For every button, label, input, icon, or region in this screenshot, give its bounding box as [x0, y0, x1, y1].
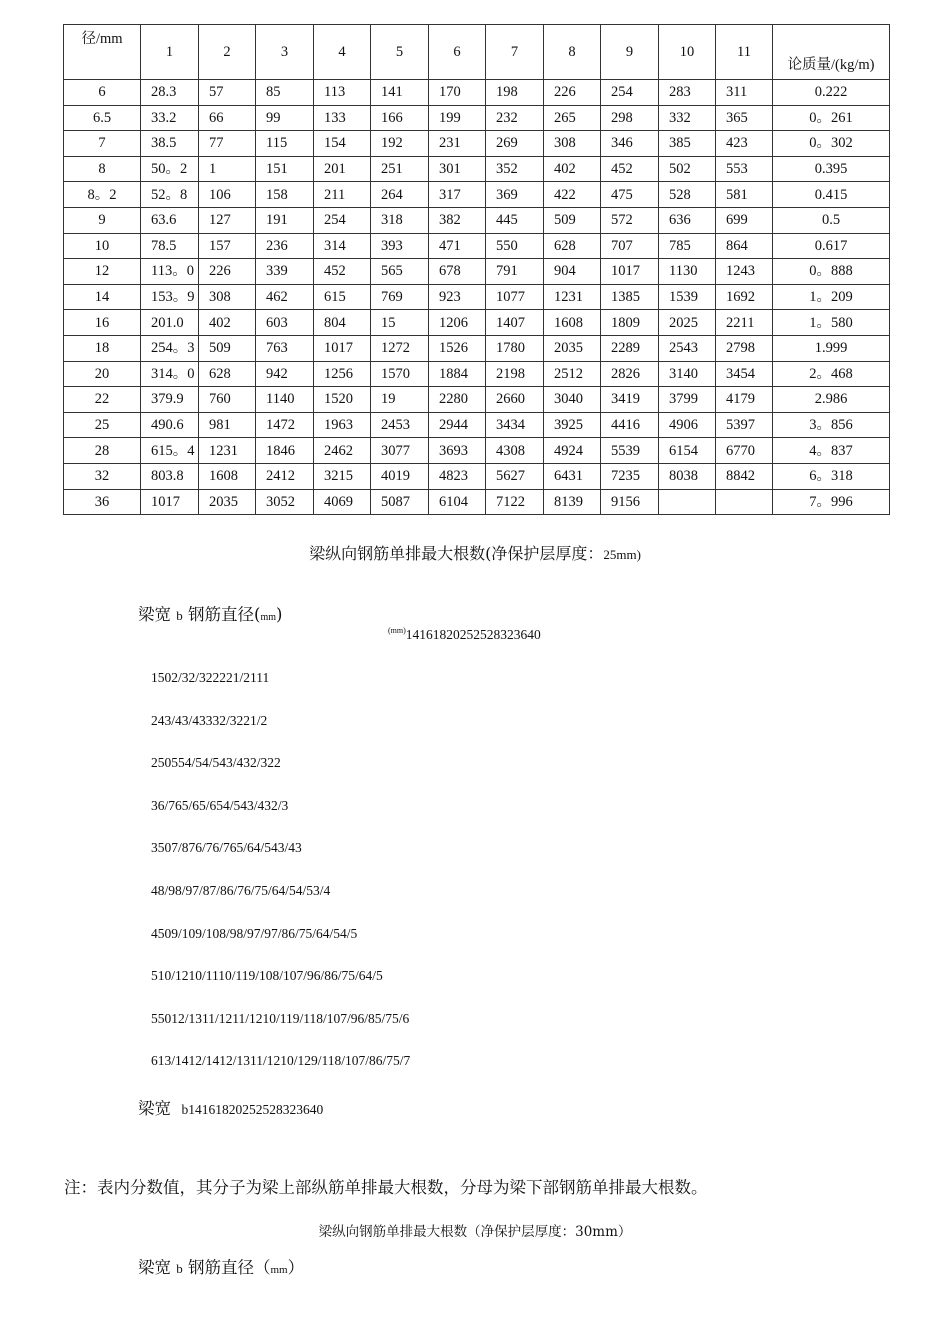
area-cell: 153。9	[141, 284, 199, 310]
area-cell: 385	[659, 131, 716, 157]
section2-title: 梁纵向钢筋单排最大根数（净保护层厚度：30mm）	[318, 1224, 632, 1240]
fraction-line: 1502/32/322221/2111	[151, 670, 270, 685]
area-cell: 628	[544, 233, 601, 259]
rebar-area-table-container	[63, 24, 889, 515]
area-cell: 4019	[371, 463, 429, 489]
diameter-header: 径/mm	[64, 25, 141, 80]
area-cell: 77	[199, 131, 256, 157]
area-cell: 615	[314, 284, 371, 310]
area-cell: 1846	[256, 438, 314, 464]
diameter-cell: 28	[64, 438, 141, 464]
area-cell: 3077	[371, 438, 429, 464]
mass-cell: 2.986	[773, 387, 890, 413]
area-cell: 2826	[601, 361, 659, 387]
table-row	[64, 80, 890, 106]
section1-label-unit: mm	[260, 612, 276, 623]
area-cell: 133	[314, 105, 371, 131]
area-cell: 803.8	[141, 463, 199, 489]
area-cell: 254	[601, 80, 659, 106]
diameter-cell: 14	[64, 284, 141, 310]
area-cell: 265	[544, 105, 601, 131]
area-cell: 942	[256, 361, 314, 387]
section1-header-values: 14161820252528323640	[405, 627, 541, 642]
area-cell: 50。2	[141, 156, 199, 182]
table-header-row	[64, 25, 890, 80]
table-row	[64, 310, 890, 336]
table-row	[64, 233, 890, 259]
table-row	[64, 335, 890, 361]
mass-cell: 1。580	[773, 310, 890, 336]
area-cell: 1243	[716, 259, 773, 285]
count-header: 8	[544, 25, 601, 80]
count-header: 7	[486, 25, 544, 80]
area-cell: 3799	[659, 387, 716, 413]
area-cell: 4924	[544, 438, 601, 464]
area-cell: 2798	[716, 335, 773, 361]
diameter-cell: 25	[64, 412, 141, 438]
mass-cell: 0.5	[773, 207, 890, 233]
area-cell: 52。8	[141, 182, 199, 208]
area-cell: 1130	[659, 259, 716, 285]
area-cell: 678	[429, 259, 486, 285]
area-cell: 1	[199, 156, 256, 182]
table-row	[64, 131, 890, 157]
area-cell: 1608	[544, 310, 601, 336]
area-cell: 1780	[486, 335, 544, 361]
area-cell: 3052	[256, 489, 314, 515]
fraction-line: 250554/54/543/432/322	[151, 755, 281, 771]
area-cell: 113。0	[141, 259, 199, 285]
area-cell: 352	[486, 156, 544, 182]
area-cell: 191	[256, 207, 314, 233]
area-cell: 2198	[486, 361, 544, 387]
area-cell: 1256	[314, 361, 371, 387]
area-cell: 2944	[429, 412, 486, 438]
area-cell: 4823	[429, 463, 486, 489]
count-header: 3	[256, 25, 314, 80]
area-cell: 923	[429, 284, 486, 310]
area-cell: 199	[429, 105, 486, 131]
area-cell: 298	[601, 105, 659, 131]
area-cell: 2412	[256, 463, 314, 489]
area-cell: 1526	[429, 335, 486, 361]
area-cell: 402	[544, 156, 601, 182]
section1-title	[0, 541, 950, 564]
table-row	[64, 182, 890, 208]
section1-label-close: )	[276, 605, 283, 624]
area-cell: 318	[371, 207, 429, 233]
area-cell: 254	[314, 207, 371, 233]
table-row	[64, 105, 890, 131]
section1-header-numbers	[388, 627, 541, 643]
count-header: 1	[141, 25, 199, 80]
area-cell: 572	[601, 207, 659, 233]
mass-cell: 0。302	[773, 131, 890, 157]
area-cell: 760	[199, 387, 256, 413]
area-cell	[716, 489, 773, 515]
count-header: 5	[371, 25, 429, 80]
area-cell: 1017	[601, 259, 659, 285]
area-cell: 1206	[429, 310, 486, 336]
area-cell: 1272	[371, 335, 429, 361]
area-cell: 1809	[601, 310, 659, 336]
area-cell: 301	[429, 156, 486, 182]
area-cell: 1692	[716, 284, 773, 310]
area-cell: 8038	[659, 463, 716, 489]
count-header: 9	[601, 25, 659, 80]
rebar-area-table	[63, 24, 890, 515]
area-cell: 4308	[486, 438, 544, 464]
area-cell: 2543	[659, 335, 716, 361]
area-cell: 339	[256, 259, 314, 285]
section1-header-unit: (mm)	[388, 626, 406, 635]
mass-cell: 0.617	[773, 233, 890, 259]
area-cell: 1017	[141, 489, 199, 515]
area-cell: 4179	[716, 387, 773, 413]
area-cell: 8842	[716, 463, 773, 489]
area-cell: 981	[199, 412, 256, 438]
mass-cell: 2。468	[773, 361, 890, 387]
area-cell: 254。3	[141, 335, 199, 361]
area-cell: 314。0	[141, 361, 199, 387]
fraction-line: 48/98/97/87/86/76/75/64/54/53/4	[151, 883, 331, 898]
note-text: 注：表内分数值，其分子为梁上部纵筋单排最大根数，分母为梁下部钢筋单排最大根数。	[64, 1178, 708, 1197]
mass-cell: 3。856	[773, 412, 890, 438]
area-cell: 509	[199, 335, 256, 361]
diameter-cell: 7	[64, 131, 141, 157]
area-cell: 769	[371, 284, 429, 310]
table-row	[64, 259, 890, 285]
area-cell: 314	[314, 233, 371, 259]
mass-cell: 0。888	[773, 259, 890, 285]
area-cell: 2035	[199, 489, 256, 515]
area-cell: 346	[601, 131, 659, 157]
table-row	[64, 387, 890, 413]
area-cell: 490.6	[141, 412, 199, 438]
area-cell: 791	[486, 259, 544, 285]
area-cell: 9156	[601, 489, 659, 515]
area-cell: 1520	[314, 387, 371, 413]
diameter-cell: 32	[64, 463, 141, 489]
table-row	[64, 156, 890, 182]
area-cell: 382	[429, 207, 486, 233]
area-cell: 615。4	[141, 438, 199, 464]
section1-label-text: 梁宽	[138, 605, 171, 624]
area-cell: 553	[716, 156, 773, 182]
section1-footer-text: 梁宽	[138, 1099, 171, 1118]
area-cell: 236	[256, 233, 314, 259]
area-cell: 3040	[544, 387, 601, 413]
area-cell: 226	[544, 80, 601, 106]
area-cell: 475	[601, 182, 659, 208]
area-cell: 3693	[429, 438, 486, 464]
area-cell: 38.5	[141, 131, 199, 157]
section2-label	[138, 1254, 304, 1278]
table-body	[64, 25, 890, 515]
area-cell: 232	[486, 105, 544, 131]
section1-footer	[138, 1095, 323, 1119]
mass-cell: 1。209	[773, 284, 890, 310]
area-cell: 28.3	[141, 80, 199, 106]
area-cell: 3454	[716, 361, 773, 387]
area-cell: 283	[659, 80, 716, 106]
section1-label-diameter: 钢筋直径(	[188, 605, 261, 624]
area-cell: 6431	[544, 463, 601, 489]
area-cell: 2280	[429, 387, 486, 413]
area-cell: 141	[371, 80, 429, 106]
area-cell: 3434	[486, 412, 544, 438]
area-cell: 581	[716, 182, 773, 208]
table-row	[64, 438, 890, 464]
area-cell: 2211	[716, 310, 773, 336]
area-cell: 4906	[659, 412, 716, 438]
area-cell: 226	[199, 259, 256, 285]
area-cell: 78.5	[141, 233, 199, 259]
mass-cell: 0.415	[773, 182, 890, 208]
area-cell: 7122	[486, 489, 544, 515]
section2-label-close: ）	[287, 1258, 305, 1277]
diameter-cell: 9	[64, 207, 141, 233]
area-cell: 423	[716, 131, 773, 157]
count-header: 10	[659, 25, 716, 80]
area-cell: 699	[716, 207, 773, 233]
area-cell: 115	[256, 131, 314, 157]
area-cell: 1017	[314, 335, 371, 361]
section2-label-unit: mm	[270, 1264, 288, 1276]
section1-label	[138, 601, 282, 625]
area-cell: 785	[659, 233, 716, 259]
area-cell: 63.6	[141, 207, 199, 233]
fraction-line: 4509/109/108/98/97/97/86/75/64/54/5	[151, 925, 358, 941]
fraction-line: 3507/876/76/765/64/543/43	[151, 840, 302, 856]
area-cell: 201.0	[141, 310, 199, 336]
table-row	[64, 463, 890, 489]
area-cell: 15	[371, 310, 429, 336]
area-cell: 422	[544, 182, 601, 208]
fraction-line: 510/1210/1110/119/108/107/96/86/75/64/5	[151, 968, 383, 984]
area-cell: 66	[199, 105, 256, 131]
area-cell: 332	[659, 105, 716, 131]
table-row	[64, 284, 890, 310]
area-cell: 1231	[544, 284, 601, 310]
area-cell: 8139	[544, 489, 601, 515]
area-cell: 198	[486, 80, 544, 106]
area-cell: 636	[659, 207, 716, 233]
area-cell: 804	[314, 310, 371, 336]
area-cell: 5087	[371, 489, 429, 515]
count-header: 6	[429, 25, 486, 80]
area-cell: 369	[486, 182, 544, 208]
fraction-line: 243/43/43332/3221/2	[151, 712, 268, 728]
section2-label-diameter: 钢筋直径（	[188, 1258, 271, 1277]
mass-cell: 6。318	[773, 463, 890, 489]
area-cell: 2462	[314, 438, 371, 464]
area-cell: 4416	[601, 412, 659, 438]
area-cell: 211	[314, 182, 371, 208]
area-cell: 2512	[544, 361, 601, 387]
mass-cell: 1.999	[773, 335, 890, 361]
table-row	[64, 361, 890, 387]
fraction-line: 36/765/65/654/543/432/3	[151, 797, 289, 813]
area-cell: 452	[314, 259, 371, 285]
area-cell: 3215	[314, 463, 371, 489]
area-cell: 7235	[601, 463, 659, 489]
area-cell: 3419	[601, 387, 659, 413]
area-cell: 1570	[371, 361, 429, 387]
count-header: 11	[716, 25, 773, 80]
table-row	[64, 489, 890, 515]
area-cell: 1884	[429, 361, 486, 387]
area-cell: 113	[314, 80, 371, 106]
fraction-line: 613/1412/1412/1311/1210/129/118/107/86/75/7	[151, 1053, 411, 1069]
area-cell: 2035	[544, 335, 601, 361]
diameter-cell: 18	[64, 335, 141, 361]
area-cell: 264	[371, 182, 429, 208]
area-cell: 2289	[601, 335, 659, 361]
area-cell: 5627	[486, 463, 544, 489]
area-cell: 2660	[486, 387, 544, 413]
area-cell: 402	[199, 310, 256, 336]
diameter-cell: 36	[64, 489, 141, 515]
section1-title-thickness: 25mm)	[603, 547, 641, 562]
area-cell: 154	[314, 131, 371, 157]
area-cell: 158	[256, 182, 314, 208]
area-cell: 19	[371, 387, 429, 413]
mass-cell: 0.395	[773, 156, 890, 182]
area-cell	[659, 489, 716, 515]
area-cell: 106	[199, 182, 256, 208]
section1-label-b: b	[176, 608, 183, 623]
area-cell: 1963	[314, 412, 371, 438]
area-cell: 379.9	[141, 387, 199, 413]
diameter-cell: 12	[64, 259, 141, 285]
area-cell: 707	[601, 233, 659, 259]
diameter-cell: 6	[64, 80, 141, 106]
count-header: 4	[314, 25, 371, 80]
area-cell: 2025	[659, 310, 716, 336]
area-cell: 1608	[199, 463, 256, 489]
area-cell: 445	[486, 207, 544, 233]
mass-cell: 0.222	[773, 80, 890, 106]
diameter-cell: 16	[64, 310, 141, 336]
area-cell: 170	[429, 80, 486, 106]
mass-header: 论质量/(kg/m)	[773, 25, 890, 80]
area-cell: 251	[371, 156, 429, 182]
area-cell: 550	[486, 233, 544, 259]
area-cell: 317	[429, 182, 486, 208]
area-cell: 452	[601, 156, 659, 182]
area-cell: 192	[371, 131, 429, 157]
area-cell: 4069	[314, 489, 371, 515]
area-cell: 308	[199, 284, 256, 310]
area-cell: 864	[716, 233, 773, 259]
count-header: 2	[199, 25, 256, 80]
section1-footer-values: b14161820252528323640	[181, 1102, 324, 1117]
area-cell: 1077	[486, 284, 544, 310]
diameter-cell: 8	[64, 156, 141, 182]
area-cell: 166	[371, 105, 429, 131]
area-cell: 269	[486, 131, 544, 157]
diameter-cell: 20	[64, 361, 141, 387]
area-cell: 308	[544, 131, 601, 157]
area-cell: 5539	[601, 438, 659, 464]
area-cell: 462	[256, 284, 314, 310]
area-cell: 33.2	[141, 105, 199, 131]
area-cell: 365	[716, 105, 773, 131]
area-cell: 471	[429, 233, 486, 259]
fraction-line: 55012/1311/1211/1210/119/118/107/96/85/75/6	[151, 1010, 410, 1026]
mass-cell: 0。261	[773, 105, 890, 131]
area-cell: 603	[256, 310, 314, 336]
area-cell: 528	[659, 182, 716, 208]
area-cell: 6770	[716, 438, 773, 464]
area-cell: 231	[429, 131, 486, 157]
area-cell: 127	[199, 207, 256, 233]
diameter-cell: 10	[64, 233, 141, 259]
area-cell: 99	[256, 105, 314, 131]
area-cell: 6104	[429, 489, 486, 515]
area-cell: 502	[659, 156, 716, 182]
area-cell: 565	[371, 259, 429, 285]
section2-label-text: 梁宽	[138, 1258, 171, 1277]
area-cell: 151	[256, 156, 314, 182]
area-cell: 904	[544, 259, 601, 285]
area-cell: 1140	[256, 387, 314, 413]
table-row	[64, 412, 890, 438]
area-cell: 6154	[659, 438, 716, 464]
area-cell: 57	[199, 80, 256, 106]
area-cell: 763	[256, 335, 314, 361]
area-cell: 2453	[371, 412, 429, 438]
area-cell: 3140	[659, 361, 716, 387]
diameter-cell: 6.5	[64, 105, 141, 131]
area-cell: 5397	[716, 412, 773, 438]
area-cell: 1385	[601, 284, 659, 310]
area-cell: 3925	[544, 412, 601, 438]
area-cell: 311	[716, 80, 773, 106]
area-cell: 1407	[486, 310, 544, 336]
table-row	[64, 207, 890, 233]
diameter-cell: 22	[64, 387, 141, 413]
area-cell: 1231	[199, 438, 256, 464]
area-cell: 85	[256, 80, 314, 106]
area-cell: 201	[314, 156, 371, 182]
area-cell: 628	[199, 361, 256, 387]
diameter-cell: 8。2	[64, 182, 141, 208]
area-cell: 393	[371, 233, 429, 259]
mass-cell: 7。996	[773, 489, 890, 515]
area-cell: 157	[199, 233, 256, 259]
section1-title-text: 梁纵向钢筋单排最大根数(净保护层厚度：	[309, 544, 604, 563]
area-cell: 1472	[256, 412, 314, 438]
section2-label-b: b	[176, 1261, 183, 1276]
area-cell: 1539	[659, 284, 716, 310]
area-cell: 509	[544, 207, 601, 233]
mass-cell: 4。837	[773, 438, 890, 464]
